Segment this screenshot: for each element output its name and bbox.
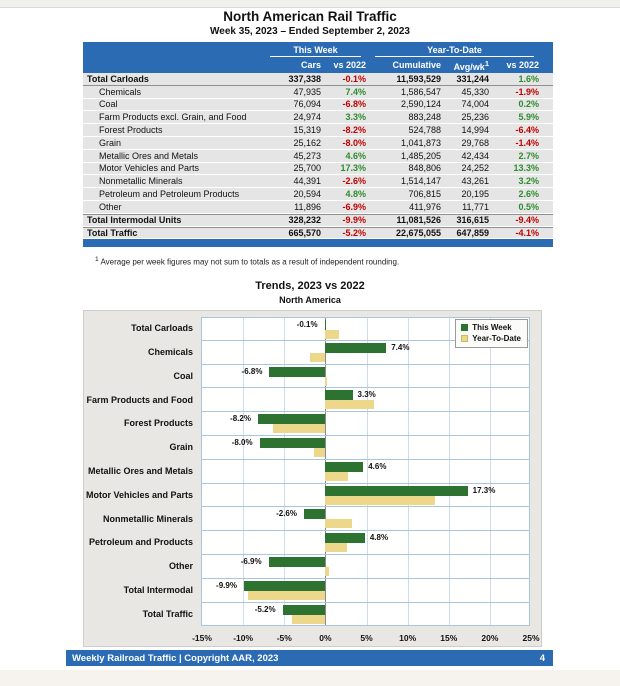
chart-category-label: Grain [169, 442, 193, 453]
week-vs2022-pct: 4.6% [345, 150, 366, 161]
ytd-vs2022-pct: -1.4% [515, 137, 539, 148]
gridline [284, 388, 285, 411]
this-week-bar [269, 557, 326, 567]
ytd-vs2022-pct: -4.1% [515, 227, 539, 238]
chart-row [84, 365, 530, 389]
year-to-date-swatch-icon [461, 335, 468, 342]
cumulative-value: 1,485,205 [400, 150, 441, 161]
gridline [408, 603, 409, 626]
gridline [490, 579, 491, 602]
x-axis-tick-label: -10% [233, 633, 254, 643]
cumulative-value: 11,081,526 [396, 215, 441, 226]
bar-data-label: -0.1% [296, 320, 318, 329]
zero-gridline [325, 579, 326, 602]
gridline [408, 365, 409, 388]
cars-value: 24,974 [293, 112, 321, 123]
bar-data-label: 7.4% [391, 342, 410, 352]
gridline [449, 412, 450, 435]
cumulative-value: 11,593,529 [396, 73, 441, 84]
cumulative-value: 706,815 [408, 189, 441, 200]
page-subtitle: Week 35, 2023 – Ended September 2, 2023 [210, 26, 410, 37]
gridline [408, 531, 409, 554]
ytd-vs2022-pct: 13.3% [513, 163, 539, 174]
bar-data-label: -6.8% [241, 366, 263, 376]
this-week-swatch-icon [461, 324, 468, 331]
cumulative-value: 1,514,147 [400, 176, 441, 187]
x-axis-tick-label: 15% [440, 633, 458, 643]
cars-value: 328,232 [288, 215, 321, 226]
this-week-bar [304, 509, 325, 519]
table-row [83, 124, 553, 137]
ytd-vs2022-pct: 2.7% [518, 150, 539, 161]
commodity-label: Farm Products excl. Grain, and Food [99, 112, 247, 123]
chart-title: Trends, 2023 vs 2022 [255, 280, 365, 292]
table-row [83, 163, 553, 176]
gridline [490, 436, 491, 459]
year-to-date-bar [325, 496, 434, 505]
commodity-label: Nonmetallic Minerals [99, 176, 183, 187]
page-number: 4 [539, 652, 545, 664]
group-header-year-to-date: Year-To-Date [368, 45, 541, 57]
chart-category-label: Total Carloads [131, 323, 193, 334]
cars-value: 20,594 [293, 189, 321, 200]
chart-plot-cell [201, 603, 530, 627]
gridline [490, 603, 491, 626]
cars-value: 47,935 [293, 86, 321, 97]
chart-row [84, 412, 530, 436]
gridline [449, 579, 450, 602]
week-vs2022-pct: -6.8% [342, 99, 366, 110]
gridline [243, 531, 244, 554]
week-vs2022-pct: -0.1% [342, 73, 366, 84]
gridline [408, 412, 409, 435]
chart-row [84, 484, 530, 508]
avgwk-value: 29,768 [461, 137, 489, 148]
commodity-label: Total Carloads [87, 73, 149, 84]
gridline [408, 436, 409, 459]
year-to-date-bar [325, 377, 327, 386]
this-week-bar [325, 390, 352, 400]
chart-category-label: Chemicals [147, 346, 193, 357]
chart-row [84, 579, 530, 603]
chart-row [84, 555, 530, 579]
ytd-vs2022-pct: 0.5% [518, 201, 539, 212]
zero-gridline [325, 436, 326, 459]
bar-data-label: -9.9% [216, 580, 237, 590]
gridline [367, 531, 368, 554]
table-bottom-bar [83, 239, 553, 247]
avgwk-value: 42,434 [461, 150, 489, 161]
gridline [284, 484, 285, 507]
cumulative-value: 22,675,055 [395, 227, 441, 238]
gridline [490, 365, 491, 388]
week-vs2022-pct: -2.6% [342, 176, 366, 187]
this-week-bar [244, 581, 325, 591]
gridline [367, 436, 368, 459]
gridline [243, 388, 244, 411]
cars-value: 15,319 [293, 125, 321, 136]
gridline [490, 555, 491, 578]
this-week-bar [260, 438, 326, 448]
gridline [408, 388, 409, 411]
ytd-vs2022-pct: -9.4% [515, 215, 539, 226]
gridline [243, 484, 244, 507]
this-week-bar [325, 320, 326, 330]
chart-plot-cell [201, 531, 530, 555]
ytd-vs2022-pct: 5.9% [518, 112, 539, 123]
bar-data-label: 4.8% [369, 533, 389, 543]
year-to-date-bar [325, 330, 338, 339]
chart-row [84, 603, 530, 627]
column-header-avgwk: Avg/$wk^1$ [453, 58, 489, 72]
chart-plot-cell [201, 484, 530, 508]
commodity-label: Total Intermodal Units [87, 215, 182, 226]
chart-plot-cell [201, 460, 530, 484]
chart-category-label: Other [168, 561, 193, 572]
chart-plot-cell [201, 579, 530, 603]
chart-row [84, 507, 530, 531]
avgwk-value: 11,771 [462, 201, 489, 212]
this-week-bar [258, 414, 325, 424]
chart-category-label: Forest Products [123, 418, 193, 429]
gridline [284, 531, 285, 554]
year-to-date-bar [310, 353, 326, 362]
cars-value: 337,338 [288, 73, 321, 84]
bar-data-label: -6.9% [240, 556, 262, 566]
commodity-label: Grain [99, 137, 122, 148]
commodity-label: Coal [99, 99, 118, 110]
table-row [83, 227, 553, 240]
gridline [284, 318, 285, 340]
cumulative-value: 1,586,547 [400, 86, 441, 97]
gridline [367, 365, 368, 388]
table-row [83, 188, 553, 201]
bar-data-label: -8.2% [230, 414, 251, 424]
zero-gridline [325, 412, 326, 435]
chart-category-label: Total Intermodal [123, 584, 193, 595]
footnote: $^1$ Average per week figures may not sum to totals as a result of independent rounding. [95, 256, 400, 267]
gridline [408, 555, 409, 578]
column-header-week-vs2022: vs 2022 [333, 60, 366, 70]
chart-row [84, 436, 530, 460]
cumulative-value: 848,806 [408, 163, 441, 174]
gridline [449, 460, 450, 483]
cars-value: 25,700 [293, 163, 321, 174]
x-axis-tick-label: -5% [276, 633, 292, 643]
x-axis-tick-label: 5% [360, 633, 373, 643]
ytd-vs2022-pct: 1.6% [518, 73, 539, 84]
avgwk-value: 24,252 [461, 163, 489, 174]
commodity-label: Chemicals [99, 86, 142, 97]
ytd-vs2022-pct: 3.2% [518, 176, 539, 187]
x-axis-tick-label: 20% [481, 633, 499, 643]
ytd-vs2022-pct: 0.2% [518, 99, 539, 110]
gridline [408, 318, 409, 340]
page-title: North American Rail Traffic [223, 9, 397, 24]
bar-data-label: -5.2% [254, 604, 276, 614]
table-row [83, 214, 553, 227]
chart-row [84, 531, 530, 555]
this-week-bar [325, 462, 363, 472]
gridline [367, 555, 368, 578]
table-row [83, 150, 553, 163]
cars-value: 11,896 [294, 201, 321, 212]
cumulative-value: 524,788 [408, 125, 441, 136]
avgwk-value: 14,994 [461, 125, 489, 136]
gridline [490, 460, 491, 483]
avgwk-value: 20,195 [461, 189, 489, 200]
this-week-bar [325, 486, 467, 496]
cars-value: 665,570 [288, 227, 321, 238]
gridline [243, 460, 244, 483]
cars-value: 76,094 [293, 99, 321, 110]
column-header-cumulative: Cumulative [392, 60, 441, 70]
this-week-bar [325, 533, 364, 543]
chart-category-label: Farm Products and Food [86, 394, 193, 405]
gridline [449, 531, 450, 554]
table-row [83, 201, 553, 214]
year-to-date-bar [325, 400, 374, 409]
avgwk-value: 25,236 [461, 112, 489, 123]
commodity-label: Metallic Ores and Metals [99, 150, 199, 161]
gridline [490, 412, 491, 435]
table-row [83, 137, 553, 150]
cumulative-value: 411,976 [409, 201, 441, 212]
chart-plot-cell [201, 436, 530, 460]
year-to-date-bar [325, 519, 351, 528]
gridline [408, 460, 409, 483]
week-vs2022-pct: -8.0% [342, 137, 366, 148]
bar-data-label: 17.3% [472, 485, 496, 495]
x-axis-tick-label: 25% [522, 633, 540, 643]
gridline [243, 341, 244, 364]
bar-data-label: 4.6% [368, 461, 387, 471]
page-bottom-strip [0, 670, 620, 686]
chart-plot-rows [84, 317, 530, 626]
bar-data-label: -8.0% [231, 437, 253, 447]
avgwk-value: 43,261 [461, 176, 489, 187]
footer-text: Weekly Railroad Traffic | Copyright AAR, 2023 [72, 652, 279, 664]
commodity-label: Other [99, 201, 122, 212]
table-row [83, 86, 553, 99]
chart-plot-cell [201, 412, 530, 436]
year-to-date-bar [273, 424, 326, 433]
chart-plot-cell [201, 365, 530, 389]
x-axis-tick-label: -15% [192, 633, 212, 643]
rail-traffic-table [83, 42, 553, 247]
chart-legend [455, 319, 528, 348]
chart-category-label: Petroleum and Products [88, 537, 193, 548]
gridline [490, 507, 491, 530]
chart-row [84, 388, 530, 412]
year-to-date-bar [325, 543, 346, 552]
commodity-label: Total Traffic [87, 227, 138, 238]
bar-data-label: 3.3% [357, 390, 376, 400]
group-header-this-week: This Week [263, 45, 368, 57]
x-axis-tick-label: 0% [319, 633, 332, 643]
table-header [83, 42, 553, 73]
table-body [83, 73, 553, 239]
gridline [408, 579, 409, 602]
chart-category-label: Total Traffic [142, 608, 193, 619]
bar-data-label: -2.6% [276, 509, 297, 519]
gridline [490, 388, 491, 411]
gridline [408, 507, 409, 530]
legend-item-this-week: This Week [461, 322, 521, 333]
week-vs2022-pct: 4.8% [345, 189, 366, 200]
chart-category-label: Motor Vehicles and Parts [85, 489, 193, 500]
gridline [449, 318, 450, 340]
gridline [243, 603, 244, 626]
gridline [243, 318, 244, 340]
gridline [449, 507, 450, 530]
gridline [284, 341, 285, 364]
gridline [284, 460, 285, 483]
this-week-bar [325, 343, 386, 353]
week-vs2022-pct: 3.3% [345, 112, 366, 123]
cars-value: 45,273 [293, 150, 321, 161]
year-to-date-bar [314, 448, 326, 457]
week-vs2022-pct: -5.2% [342, 227, 366, 238]
gridline [449, 603, 450, 626]
gridline [449, 388, 450, 411]
table-row [83, 99, 553, 112]
gridline [243, 507, 244, 530]
x-axis-tick-label: 10% [399, 633, 417, 643]
week-vs2022-pct: -8.2% [342, 125, 366, 136]
chart-row [84, 460, 530, 484]
table-row [83, 111, 553, 124]
this-week-bar [269, 367, 325, 377]
gridline [449, 365, 450, 388]
commodity-label: Petroleum and Petroleum Products [99, 189, 240, 200]
year-to-date-bar [325, 472, 347, 481]
table-row [83, 73, 553, 86]
gridline [449, 341, 450, 364]
chart-x-axis [192, 633, 540, 647]
cars-value: 44,391 [293, 176, 321, 187]
gridline [367, 412, 368, 435]
avgwk-value: 74,004 [461, 99, 489, 110]
column-header-cars: Cars [300, 60, 321, 70]
gridline [449, 555, 450, 578]
gridline [367, 507, 368, 530]
year-to-date-bar [325, 567, 329, 576]
gridline [449, 436, 450, 459]
zero-gridline [325, 603, 326, 626]
gridline [490, 531, 491, 554]
chart-category-label: Coal [173, 370, 193, 381]
cumulative-value: 1,041,873 [400, 137, 441, 148]
legend-item-year-to-date: Year-To-Date [461, 333, 521, 344]
avgwk-value: 331,244 [456, 73, 489, 84]
column-header-ytd-vs2022: vs 2022 [506, 60, 539, 70]
ytd-vs2022-pct: -6.4% [515, 125, 539, 136]
commodity-label: Motor Vehicles and Parts [99, 163, 200, 174]
trends-bar-chart [83, 310, 542, 647]
week-vs2022-pct: -9.9% [342, 215, 366, 226]
page-top-strip [0, 0, 620, 8]
cumulative-value: 883,248 [408, 112, 441, 123]
cumulative-value: 2,590,124 [400, 99, 441, 110]
commodity-label: Forest Products [99, 125, 163, 136]
chart-plot-cell [201, 388, 530, 412]
year-to-date-bar [248, 591, 325, 600]
chart-subtitle: North America [279, 295, 341, 305]
ytd-vs2022-pct: 2.6% [518, 189, 539, 200]
chart-category-label: Metallic Ores and Metals [87, 465, 193, 476]
footer-bar [66, 650, 553, 666]
avgwk-value: 45,330 [461, 86, 489, 97]
gridline [367, 579, 368, 602]
ytd-vs2022-pct: -1.9% [515, 86, 539, 97]
week-vs2022-pct: 17.3% [340, 163, 366, 174]
avgwk-value: 316,615 [456, 215, 489, 226]
cars-value: 25,162 [293, 137, 321, 148]
gridline [367, 603, 368, 626]
chart-plot-cell [201, 555, 530, 579]
table-row [83, 175, 553, 188]
year-to-date-bar [292, 615, 326, 624]
this-week-bar [283, 605, 326, 615]
week-vs2022-pct: -6.9% [342, 201, 366, 212]
chart-category-label: Nonmetallic Minerals [102, 513, 193, 524]
gridline [367, 318, 368, 340]
avgwk-value: 647,859 [456, 227, 489, 238]
chart-plot-cell [201, 507, 530, 531]
week-vs2022-pct: 7.4% [345, 86, 366, 97]
